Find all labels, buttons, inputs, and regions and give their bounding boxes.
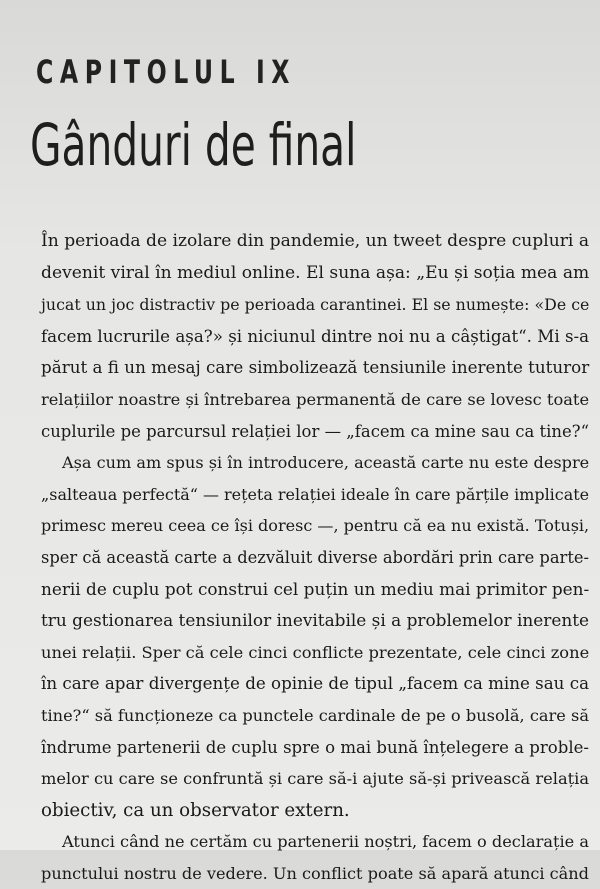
text-line: relațiilor noastre și întrebarea permanentă de care se lovesc toate (41, 389, 590, 409)
text-line: îndrume partenerii de cuplu spre o mai bună înțelegere a proble- (41, 737, 589, 757)
text-line: tru gestionarea tensiunilor inevitabile și a problemelor inerente (41, 610, 590, 631)
text-line: sper că această carte a dezvăluit diverse abordări prin care parte- (41, 547, 589, 567)
chapter-label: CAPITOLUL IX (36, 53, 297, 91)
chapter-title: Gânduri de final (30, 111, 357, 179)
text-line: primesc mereu ceea ce își doresc —, pentru că ea nu există. Totuși, (41, 516, 590, 536)
paragraph (41, 226, 589, 447)
text-line: punctului nostru de vedere. Un conflict poate să apară atunci când (41, 863, 589, 883)
text-line: „salteaua perfectă“ — rețeta relației ideale în care părțile implicate (41, 484, 590, 504)
text-line: tine?“ să funcționeze ca punctele cardinale de pe o busolă, care să (41, 705, 589, 725)
text-line: nerii de cuplu pot construi cel puțin un mediu mai primitor pen- (41, 578, 590, 599)
text-line: cuplurile pe parcursul relației lor — „facem ca mine sau ca tine?“ (41, 421, 589, 441)
paragraph (41, 826, 589, 889)
text-line: părut a fi un mesaj care simbolizează tensiunile inerente tuturor (41, 357, 590, 378)
text-line: Atunci când ne certăm cu partenerii noștri, facem o declarație a (62, 832, 589, 852)
text-line: obiectiv, ca un observator extern. (41, 799, 350, 821)
paragraph (41, 447, 589, 826)
text-line: unei relații. Sper că cele cinci conflicte prezentate, cele cinci zone (41, 642, 590, 662)
text-line: melor cu care se confruntă și care să-i ajute să-și privească relația (41, 769, 590, 789)
text-line: în care apar divergențe de opinie de tipul „facem ca mine sau ca (41, 673, 590, 694)
body-text (41, 226, 589, 889)
text-line: facem lucrurile așa?» și niciunul dintre noi nu a câștigat“. Mi s-a (41, 326, 590, 346)
text-line: jucat un joc distractiv pe perioada carantinei. El se numește: «De ce (41, 295, 590, 315)
text-line: devenit viral în mediul online. El suna așa: „Eu și soția mea am (41, 262, 590, 283)
text-line: Așa cum am spus și în introducere, această carte nu este despre (62, 453, 590, 473)
text-line: În perioada de izolare din pandemie, un tweet despre cupluri a (41, 231, 590, 251)
